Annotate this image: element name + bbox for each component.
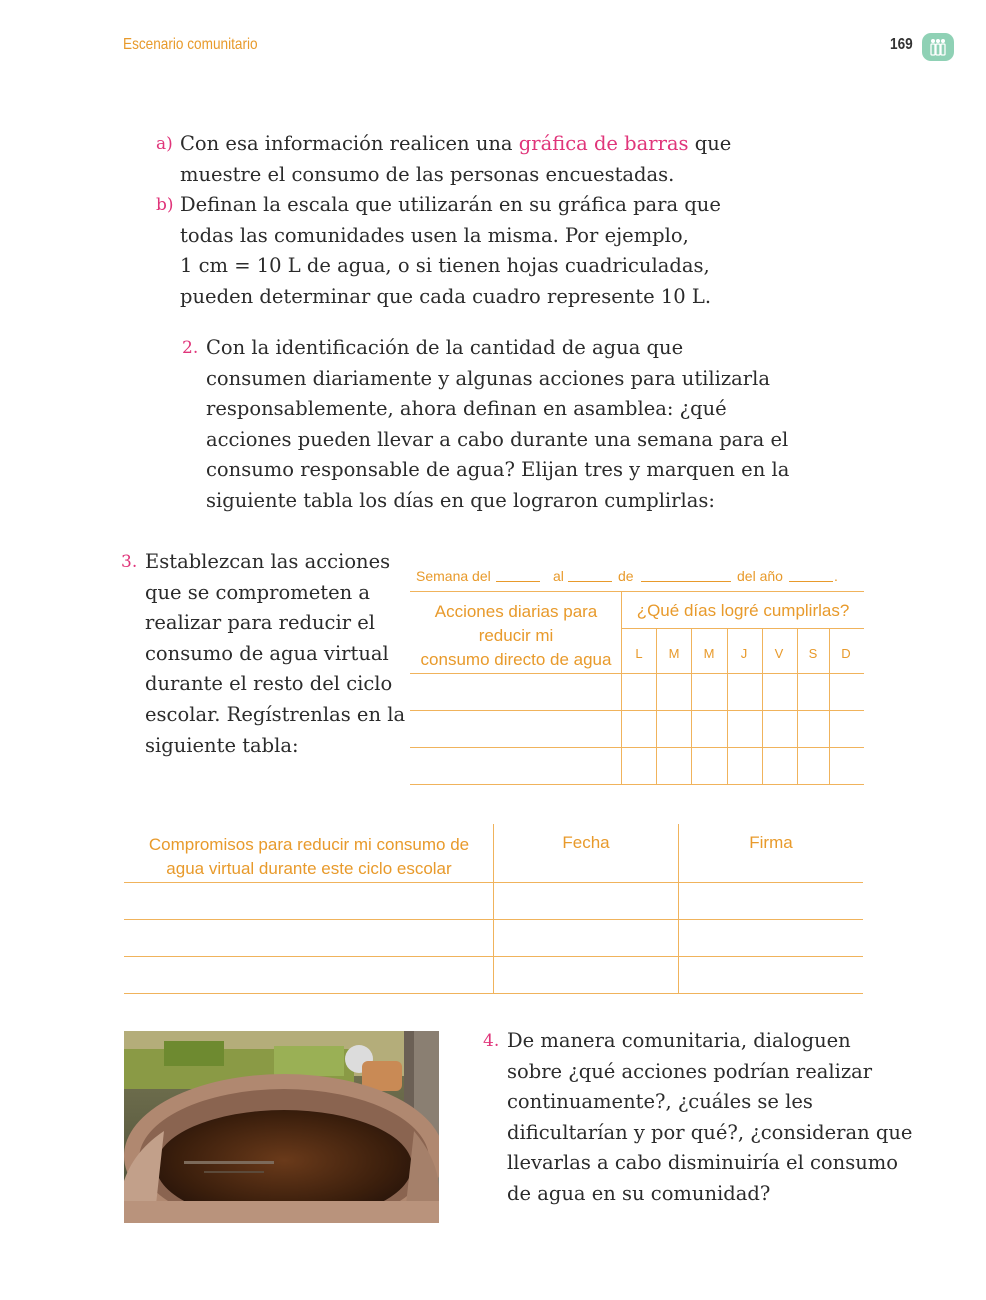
running-head: Escenario comunitario <box>123 36 258 53</box>
item-a-line: muestre el consumo de las personas encuestadas. <box>180 162 675 186</box>
community-icon <box>922 33 954 61</box>
day-tuesday: M <box>668 646 680 661</box>
week-period: . <box>834 568 838 584</box>
week-year-blank[interactable] <box>789 581 833 582</box>
page-number: 169 <box>890 36 913 53</box>
item-3-line: Establezcan las acciones <box>145 550 391 573</box>
item-3-line: escolar. Regístrenlas en la <box>145 702 406 726</box>
item-4-line: sobre ¿qué acciones podrían realizar <box>507 1059 873 1083</box>
item-2-label: 2. <box>182 338 199 358</box>
item-b-line: 1 cm = 10 L de agua, o si tienen hojas cuadriculadas, <box>180 254 710 278</box>
water-barrel-photo <box>124 1031 439 1223</box>
item-3-label: 3. <box>121 552 138 572</box>
item-3-line: consumo de agua virtual <box>145 641 389 665</box>
day-wednesday: M <box>703 646 715 661</box>
item-2-line: Con la identificación de la cantidad de agua que <box>206 336 684 359</box>
week-month-blank[interactable] <box>641 581 731 582</box>
week-table-days-header: ¿Qué días logré cumplirlas? <box>636 601 850 620</box>
item-2-line: siguiente tabla los días en que lograron cumplirlas: <box>206 488 715 512</box>
item-3-line: durante el resto del ciclo <box>145 672 393 696</box>
item-3-line: que se comprometen a <box>145 580 371 604</box>
day-monday: L <box>635 646 643 661</box>
week-start-blank[interactable] <box>496 581 540 582</box>
item-b-line: todas las comunidades usen la misma. Por ejemplo, <box>180 223 689 247</box>
item-b-label: b) <box>156 195 174 215</box>
week-to-label: al <box>553 568 564 584</box>
item-4-line: llevarlas a cabo disminuiría el consumo <box>507 1151 899 1175</box>
week-label: Semana del <box>416 568 491 584</box>
signature-header: Firma <box>749 833 793 852</box>
item-2-line: responsablemente, ahora definan en asamblea: ¿qué <box>206 397 727 421</box>
item-4-line: continuamente?, ¿cuáles se les <box>507 1090 813 1114</box>
item-b-line: pueden determinar que cada cuadro represente 10 L. <box>180 284 712 308</box>
item-2-line: acciones pueden llevar a cabo durante una semana para el <box>206 427 789 451</box>
day-friday: V <box>774 646 784 661</box>
commitments-header: Compromisos para reducir mi consumo de agua virtual durante este ciclo escolar <box>148 835 470 878</box>
week-month-label: de <box>618 568 634 584</box>
item-4-line: de agua en su comunidad? <box>507 1181 771 1205</box>
item-2-line: consumo responsable de agua? Elijan tres y marquen en la <box>206 458 790 482</box>
item-a-text: Con esa información realicen una <box>180 132 519 155</box>
item-3-line: realizar para reducir el <box>145 611 375 635</box>
item-3-line: siguiente tabla: <box>145 733 299 757</box>
day-sunday: D <box>841 646 851 661</box>
item-4-label: 4. <box>483 1031 500 1051</box>
item-b <box>156 190 721 312</box>
item-4 <box>483 1026 913 1210</box>
item-2 <box>182 333 790 517</box>
week-year-label: del año <box>737 568 783 584</box>
day-saturday: S <box>808 646 818 661</box>
item-4-line: dificultarían y por qué?, ¿consideran que <box>507 1120 913 1144</box>
week-table-actions-header: Acciones diarias para reducir mi consumo directo de agua <box>420 602 612 669</box>
day-thursday: J <box>740 646 748 661</box>
item-2-line: consumen diariamente y algunas acciones para utilizarla <box>206 366 770 390</box>
week-end-blank[interactable] <box>568 581 612 582</box>
date-header: Fecha <box>562 833 610 852</box>
bar-chart-term: gráfica de barras <box>518 132 689 155</box>
item-b-line: Definan la escala que utilizarán en su gráfica para que <box>180 193 721 216</box>
item-3 <box>121 547 406 761</box>
item-a-text-end: que <box>688 132 732 155</box>
item-a <box>156 129 732 190</box>
item-4-line: De manera comunitaria, dialoguen <box>507 1029 851 1052</box>
item-a-label: a) <box>156 134 173 154</box>
